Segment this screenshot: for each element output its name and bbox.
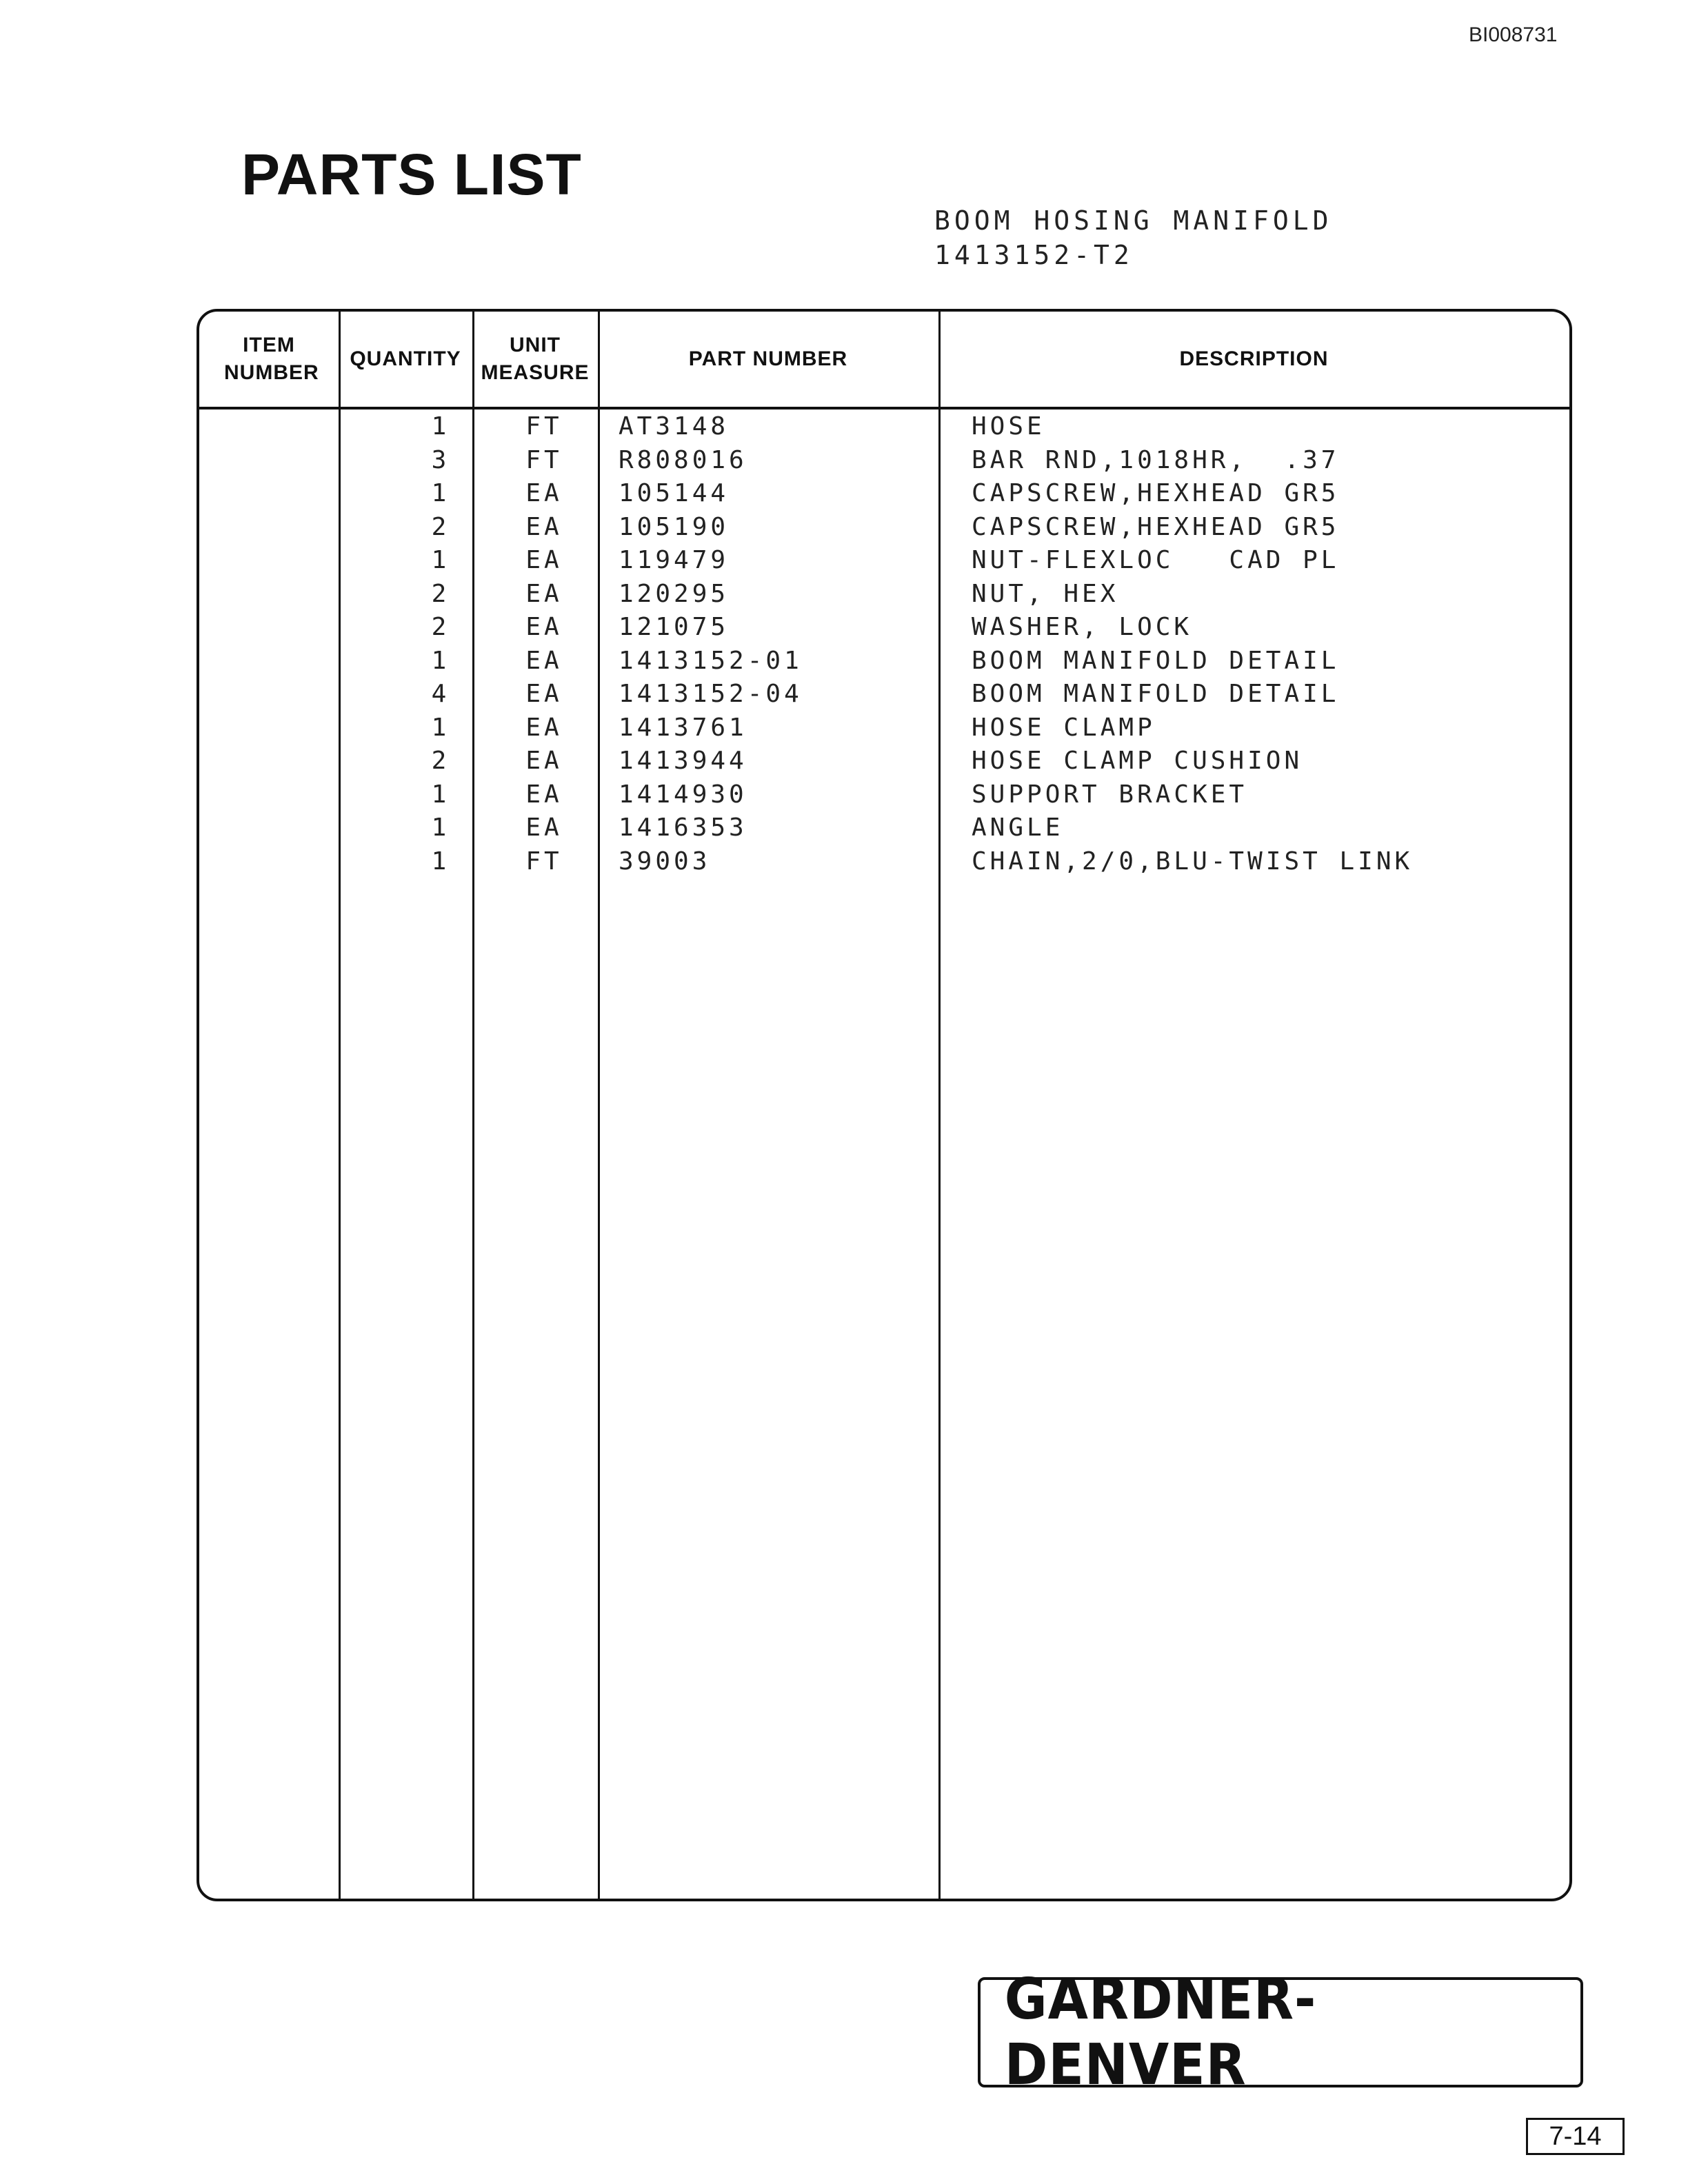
row-part-number: 105190 bbox=[619, 512, 730, 541]
header-part-number-label: PART NUMBER bbox=[688, 347, 848, 370]
assembly-caption bbox=[934, 203, 1333, 272]
row-quantity: 2 bbox=[431, 579, 450, 608]
row-quantity: 2 bbox=[431, 613, 450, 641]
table-row bbox=[199, 809, 1569, 843]
row-unit: EA bbox=[525, 512, 563, 541]
row-part-number: 119479 bbox=[619, 546, 730, 574]
page-title: PARTS LIST bbox=[241, 142, 582, 207]
row-unit: EA bbox=[525, 713, 563, 742]
row-quantity: 1 bbox=[431, 546, 450, 574]
header-item-number bbox=[199, 312, 339, 407]
table-row bbox=[199, 442, 1569, 476]
row-part-number: 1414930 bbox=[619, 780, 747, 809]
row-description: HOSE CLAMP CUSHION bbox=[972, 747, 1303, 775]
row-description: NUT, HEX bbox=[972, 579, 1119, 608]
row-unit: EA bbox=[525, 579, 563, 608]
assembly-number: 1413152-T2 bbox=[934, 240, 1134, 270]
header-unit-measure bbox=[472, 312, 598, 407]
parts-table bbox=[197, 309, 1572, 1901]
table-row bbox=[199, 742, 1569, 776]
row-part-number: AT3148 bbox=[619, 412, 730, 441]
row-unit: EA bbox=[525, 680, 563, 708]
row-part-number: 121075 bbox=[619, 613, 730, 641]
row-unit: EA bbox=[525, 646, 563, 675]
row-description: BOOM MANIFOLD DETAIL bbox=[972, 680, 1340, 708]
row-description: NUT-FLEXLOC CAD PL bbox=[972, 546, 1340, 574]
row-unit: EA bbox=[525, 780, 563, 809]
row-part-number: 1413152-04 bbox=[619, 680, 803, 708]
table-row bbox=[199, 408, 1569, 442]
row-quantity: 1 bbox=[431, 713, 450, 742]
row-unit: EA bbox=[525, 479, 563, 507]
row-quantity: 1 bbox=[431, 813, 450, 842]
row-unit: FT bbox=[525, 445, 563, 474]
row-part-number: 1413152-01 bbox=[619, 646, 803, 675]
row-quantity: 2 bbox=[431, 747, 450, 775]
row-unit: EA bbox=[525, 747, 563, 775]
row-part-number: 120295 bbox=[619, 579, 730, 608]
header-description bbox=[938, 312, 1569, 407]
table-row bbox=[199, 776, 1569, 810]
table-row bbox=[199, 542, 1569, 576]
logo-text: GARDNER-DENVER bbox=[1004, 1967, 1317, 2098]
header-quantity-label: QUANTITY bbox=[350, 347, 461, 370]
table-row bbox=[199, 643, 1569, 676]
row-description: WASHER, LOCK bbox=[972, 613, 1193, 641]
row-quantity: 1 bbox=[431, 780, 450, 809]
table-row bbox=[199, 609, 1569, 643]
row-part-number: 1416353 bbox=[619, 813, 747, 842]
row-quantity: 1 bbox=[431, 646, 450, 675]
row-description: HOSE CLAMP bbox=[972, 713, 1156, 742]
row-quantity: 3 bbox=[431, 445, 450, 474]
row-description: CHAIN,2/0,BLU-TWIST LINK bbox=[972, 847, 1414, 876]
header-quantity bbox=[339, 312, 472, 407]
table-row bbox=[199, 709, 1569, 743]
row-description: HOSE bbox=[972, 412, 1045, 441]
row-unit: EA bbox=[525, 546, 563, 574]
row-unit: EA bbox=[525, 813, 563, 842]
table-row bbox=[199, 576, 1569, 609]
row-unit: EA bbox=[525, 613, 563, 641]
row-part-number: 1413761 bbox=[619, 713, 747, 742]
table-row bbox=[199, 509, 1569, 543]
row-quantity: 1 bbox=[431, 412, 450, 441]
row-quantity: 4 bbox=[431, 680, 450, 708]
row-description: BOOM MANIFOLD DETAIL bbox=[972, 646, 1340, 675]
row-description: CAPSCREW,HEXHEAD GR5 bbox=[972, 512, 1340, 541]
row-unit: FT bbox=[525, 412, 563, 441]
row-unit: FT bbox=[525, 847, 563, 876]
table-row bbox=[199, 475, 1569, 509]
row-part-number: 105144 bbox=[619, 479, 730, 507]
row-quantity: 1 bbox=[431, 479, 450, 507]
table-row bbox=[199, 676, 1569, 709]
row-part-number: 1413944 bbox=[619, 747, 747, 775]
document-id: BI008731 bbox=[1469, 23, 1558, 46]
header-item-number-label: ITEM NUMBER bbox=[224, 334, 319, 384]
header-unit-measure-label: UNIT MEASURE bbox=[481, 334, 590, 384]
gardner-denver-logo bbox=[978, 1967, 1583, 2098]
header-part-number bbox=[598, 312, 938, 407]
row-description: CAPSCREW,HEXHEAD GR5 bbox=[972, 479, 1340, 507]
row-description: ANGLE bbox=[972, 813, 1064, 842]
row-part-number: R808016 bbox=[619, 445, 747, 474]
page-number: 7-14 bbox=[1526, 2118, 1625, 2155]
row-quantity: 2 bbox=[431, 512, 450, 541]
header-description-label: DESCRIPTION bbox=[1179, 347, 1329, 370]
row-part-number: 39003 bbox=[619, 847, 711, 876]
assembly-name: BOOM HOSING MANIFOLD bbox=[934, 205, 1333, 236]
row-description: BAR RND,1018HR, .37 bbox=[972, 445, 1340, 474]
table-row bbox=[199, 843, 1569, 877]
row-quantity: 1 bbox=[431, 847, 450, 876]
row-description: SUPPORT BRACKET bbox=[972, 780, 1248, 809]
